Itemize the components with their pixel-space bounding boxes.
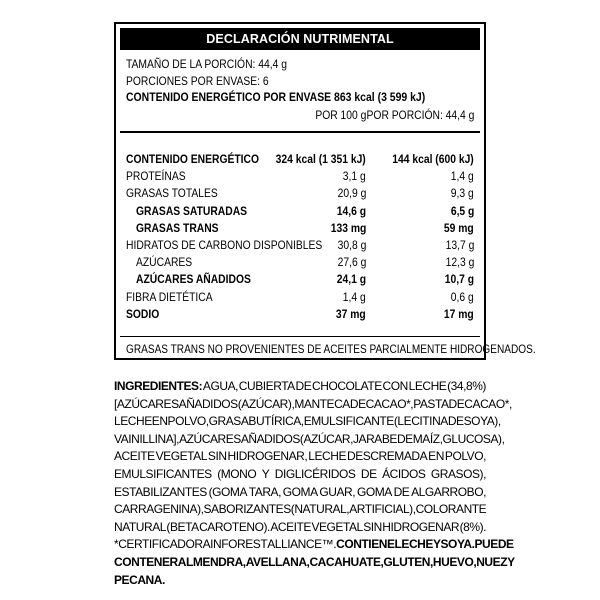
nutrient-value-per100: 20,9 g	[337, 186, 366, 201]
ingredient-word: POLVO,	[167, 414, 209, 429]
nutrient-label: CONTENIDO ENERGÉTICO	[126, 152, 260, 166]
nutrient-value-per-serving: 10,7 g	[444, 272, 474, 287]
ingredient-word: GOMA	[282, 484, 318, 499]
nutrient-value-per-serving: 12,3 g	[445, 255, 474, 270]
ingredient-word: CARRAGENINA),	[114, 502, 204, 517]
ingredient-word: (GOMA	[208, 484, 248, 499]
ingredient-word: LECHE	[114, 414, 152, 429]
ingredient-word: CACAO*,	[365, 396, 414, 411]
ingredient-word: ALMENDRA,	[177, 554, 246, 569]
nutrient-value-per-serving: 0,6 g	[451, 289, 474, 304]
ingredient-word: CACAO*,	[464, 396, 512, 411]
ingredient-word: CHOCOLATE	[312, 379, 382, 393]
ingredient-word: INGREDIENTES:	[114, 379, 203, 393]
ingredient-word: GLUCOSA),	[442, 431, 505, 446]
nutrient-value-per100: 24,1 g	[336, 272, 366, 287]
energy-per-container: CONTENIDO ENERGÉTICO POR ENVASE 863 kcal (3 599 kJ)	[126, 90, 426, 104]
ingredient-word: VEGETAL	[155, 449, 207, 464]
footnote-separator	[120, 336, 480, 337]
ingredient-word: MANTECA	[294, 396, 350, 411]
ingredient-word: HUEVO,	[432, 554, 477, 569]
nutrient-label: GRASAS TRANS	[136, 220, 219, 235]
header-separator	[120, 131, 480, 133]
ingredient-word: PECANA.	[114, 572, 165, 587]
ingredients-line	[114, 378, 486, 396]
nutrient-value-per-serving: 17 mg	[444, 306, 474, 321]
ingredient-word: ÁCIDOS	[382, 466, 426, 481]
ingredient-word: ACEITE	[270, 519, 311, 534]
ingredient-word: DE	[447, 414, 464, 429]
nutrient-value-per100: 3,1 g	[343, 169, 366, 184]
ingredient-word: ALGARROBO,	[411, 484, 486, 499]
ingredient-word: DIGLICÉRIDOS	[274, 466, 356, 481]
ingredient-word: EMULSIFICANTES	[114, 466, 212, 481]
ingredient-word: DESCREMADA	[346, 449, 428, 464]
ingredient-word: AÑADIDOS	[178, 396, 238, 411]
nutrient-label: HIDRATOS DE CARBONO DISPONIBLES	[126, 238, 323, 252]
ingredient-word: Y	[432, 537, 441, 552]
ingredient-word: (8%).	[459, 519, 486, 534]
ingredient-word: AZÚCARES	[179, 431, 241, 446]
ingredient-word: COLORANTE	[415, 502, 487, 517]
ingredient-word: PASTA	[413, 396, 449, 411]
ingredient-word: (AZÚCAR,	[299, 431, 353, 446]
ingredient-word: (34,8%)	[447, 379, 486, 393]
ingredients-line	[114, 501, 486, 519]
nutrient-label: GRASAS SATURADAS	[136, 203, 248, 218]
ingredient-word: MAÍZ,	[412, 431, 443, 446]
ingredient-word: CACAHUATE,	[309, 554, 384, 569]
ingredient-word: (BETA	[166, 519, 199, 534]
ingredients-block	[114, 378, 515, 589]
nutrition-panel	[114, 22, 536, 360]
nutrient-value-per-serving: 144 kcal (600 kJ)	[392, 152, 474, 166]
ingredient-word: CAROTENO).	[199, 519, 270, 534]
col-header-per-serving: POR PORCIÓN: 44,4 g	[366, 108, 474, 122]
ingredient-word: EN	[428, 449, 444, 464]
ingredient-word: GLUTEN,	[383, 554, 433, 569]
ingredient-word: RAINFOREST	[194, 537, 268, 552]
ingredient-word: CONTENER	[114, 554, 178, 569]
ingredient-word: NATURAL	[114, 519, 166, 534]
nutrient-value-per100: 1,4 g	[343, 289, 366, 304]
ingredient-word: GUAR,	[319, 484, 356, 499]
ingredients-line	[114, 572, 486, 590]
ingredients-line	[114, 396, 512, 414]
ingredient-word: LECHE	[394, 537, 433, 552]
ingredients-line	[114, 466, 486, 484]
ingredient-word: NUEZ	[476, 554, 508, 569]
ingredient-word: DE	[349, 396, 366, 411]
ingredient-word: (AZÚCAR),	[237, 396, 295, 411]
ingredients-line	[114, 431, 505, 449]
nutrient-label: PROTEÍNAS	[126, 169, 186, 184]
ingredient-word: VAINILLINA],	[114, 431, 180, 446]
ingredient-word: BUTÍRICA,	[248, 414, 304, 429]
nutrient-value-per-serving: 6,5 g	[450, 203, 474, 218]
ingredient-word: GRASOS),	[430, 466, 486, 481]
ingredients-line	[114, 484, 486, 502]
nutrient-value-per100: 27,6 g	[337, 255, 366, 270]
ingredient-word: Y	[261, 466, 270, 481]
ingredient-word: DE	[393, 484, 410, 499]
ingredient-word: DE	[396, 431, 413, 446]
servings-per-container: PORCIONES POR ENVASE: 6	[126, 74, 269, 88]
nutrient-value-per100: 324 kcal (1 351 kJ)	[275, 152, 366, 166]
ingredient-word: AÑADIDOS	[240, 431, 300, 446]
nutrient-value-per-serving: 1,4 g	[451, 169, 474, 184]
ingredients-line	[114, 448, 486, 466]
ingredient-word: ACEITE	[114, 449, 155, 464]
nutrient-value-per-serving: 9,3 g	[451, 186, 474, 201]
nutrient-value-per-serving: 59 mg	[444, 220, 474, 235]
ingredient-word: EMULSIFICANTE	[303, 414, 394, 429]
nutrition-title: DECLARACIÓN NUTRIMENTAL	[120, 28, 480, 50]
nutrient-value-per100: 37 mg	[336, 306, 366, 321]
ingredients-line	[114, 413, 501, 431]
ingredient-word: HIDROGENAR	[382, 519, 460, 534]
ingredient-word: (NATURAL,	[290, 502, 350, 517]
nutrient-label: AZÚCARES	[136, 255, 193, 270]
nutrient-value-per100: 133 mg	[330, 220, 366, 235]
nutrient-label: AZÚCARES AÑADIDOS	[136, 272, 251, 287]
ingredients-line	[114, 536, 514, 554]
ingredient-word: SOYA),	[463, 414, 501, 429]
ingredient-word: POLVO,	[444, 449, 486, 464]
serving-size: TAMAÑO DE LA PORCIÓN: 44,4 g	[126, 57, 287, 71]
ingredient-word: Y	[507, 554, 515, 569]
ingredients-line	[114, 519, 486, 537]
ingredient-word: LECHE	[308, 449, 347, 464]
ingredient-word: ESTABILIZANTES	[114, 484, 207, 499]
ingredient-word: CONTIENE	[336, 537, 395, 552]
ingredient-word: [AZÚCARES	[114, 396, 179, 411]
ingredient-word: GOMA	[356, 484, 392, 499]
ingredient-word: PUEDE	[474, 537, 514, 552]
ingredient-word: SOYA.	[440, 537, 475, 552]
ingredient-word: GRASA	[208, 414, 249, 429]
ingredient-word: CON	[382, 379, 408, 393]
nutrient-label: GRASAS TOTALES	[126, 186, 218, 201]
footnote: GRASAS TRANS NO PROVENIENTES DE ACEITES PARCIALMENTE HIDROGENADOS.	[126, 342, 536, 356]
ingredient-word: JARABE	[352, 431, 397, 446]
nutrient-value-per100: 14,6 g	[336, 203, 366, 218]
ingredient-word: *CERTIFICADO	[114, 537, 195, 552]
nutrient-value-per100: 30,8 g	[337, 238, 366, 252]
ingredients-line	[114, 554, 515, 572]
ingredient-word: VEGETAL	[311, 519, 363, 534]
nutrient-label: FIBRA DIETÉTICA	[126, 289, 213, 304]
ingredient-word: DE	[360, 466, 377, 481]
nutrient-label: SODIO	[126, 306, 160, 321]
ingredient-word: (MONO	[217, 466, 257, 481]
ingredient-word: AVELLANA,	[245, 554, 310, 569]
nutrient-value-per-serving: 13,7 g	[445, 238, 474, 252]
ingredient-word: SIN	[207, 449, 227, 464]
ingredient-word: (LECITINA	[393, 414, 448, 429]
ingredient-word: LECHE	[408, 379, 447, 393]
ingredient-word: EN	[151, 414, 168, 429]
ingredient-word: HIDROGENAR,	[227, 449, 308, 464]
col-header-per100: POR 100 g	[314, 108, 366, 122]
ingredient-word: ARTIFICIAL),	[349, 502, 416, 517]
ingredient-word: TARA,	[248, 484, 281, 499]
ingredient-word: SIN	[363, 519, 382, 534]
ingredient-word: DE	[295, 379, 312, 393]
ingredient-word: AGUA,	[202, 379, 239, 393]
ingredient-word: SABORIZANTES	[203, 502, 291, 517]
ingredient-word: CUBIERTA	[238, 379, 295, 393]
ingredient-word: ALLIANCE™.	[267, 537, 337, 552]
ingredient-word: DE	[448, 396, 465, 411]
